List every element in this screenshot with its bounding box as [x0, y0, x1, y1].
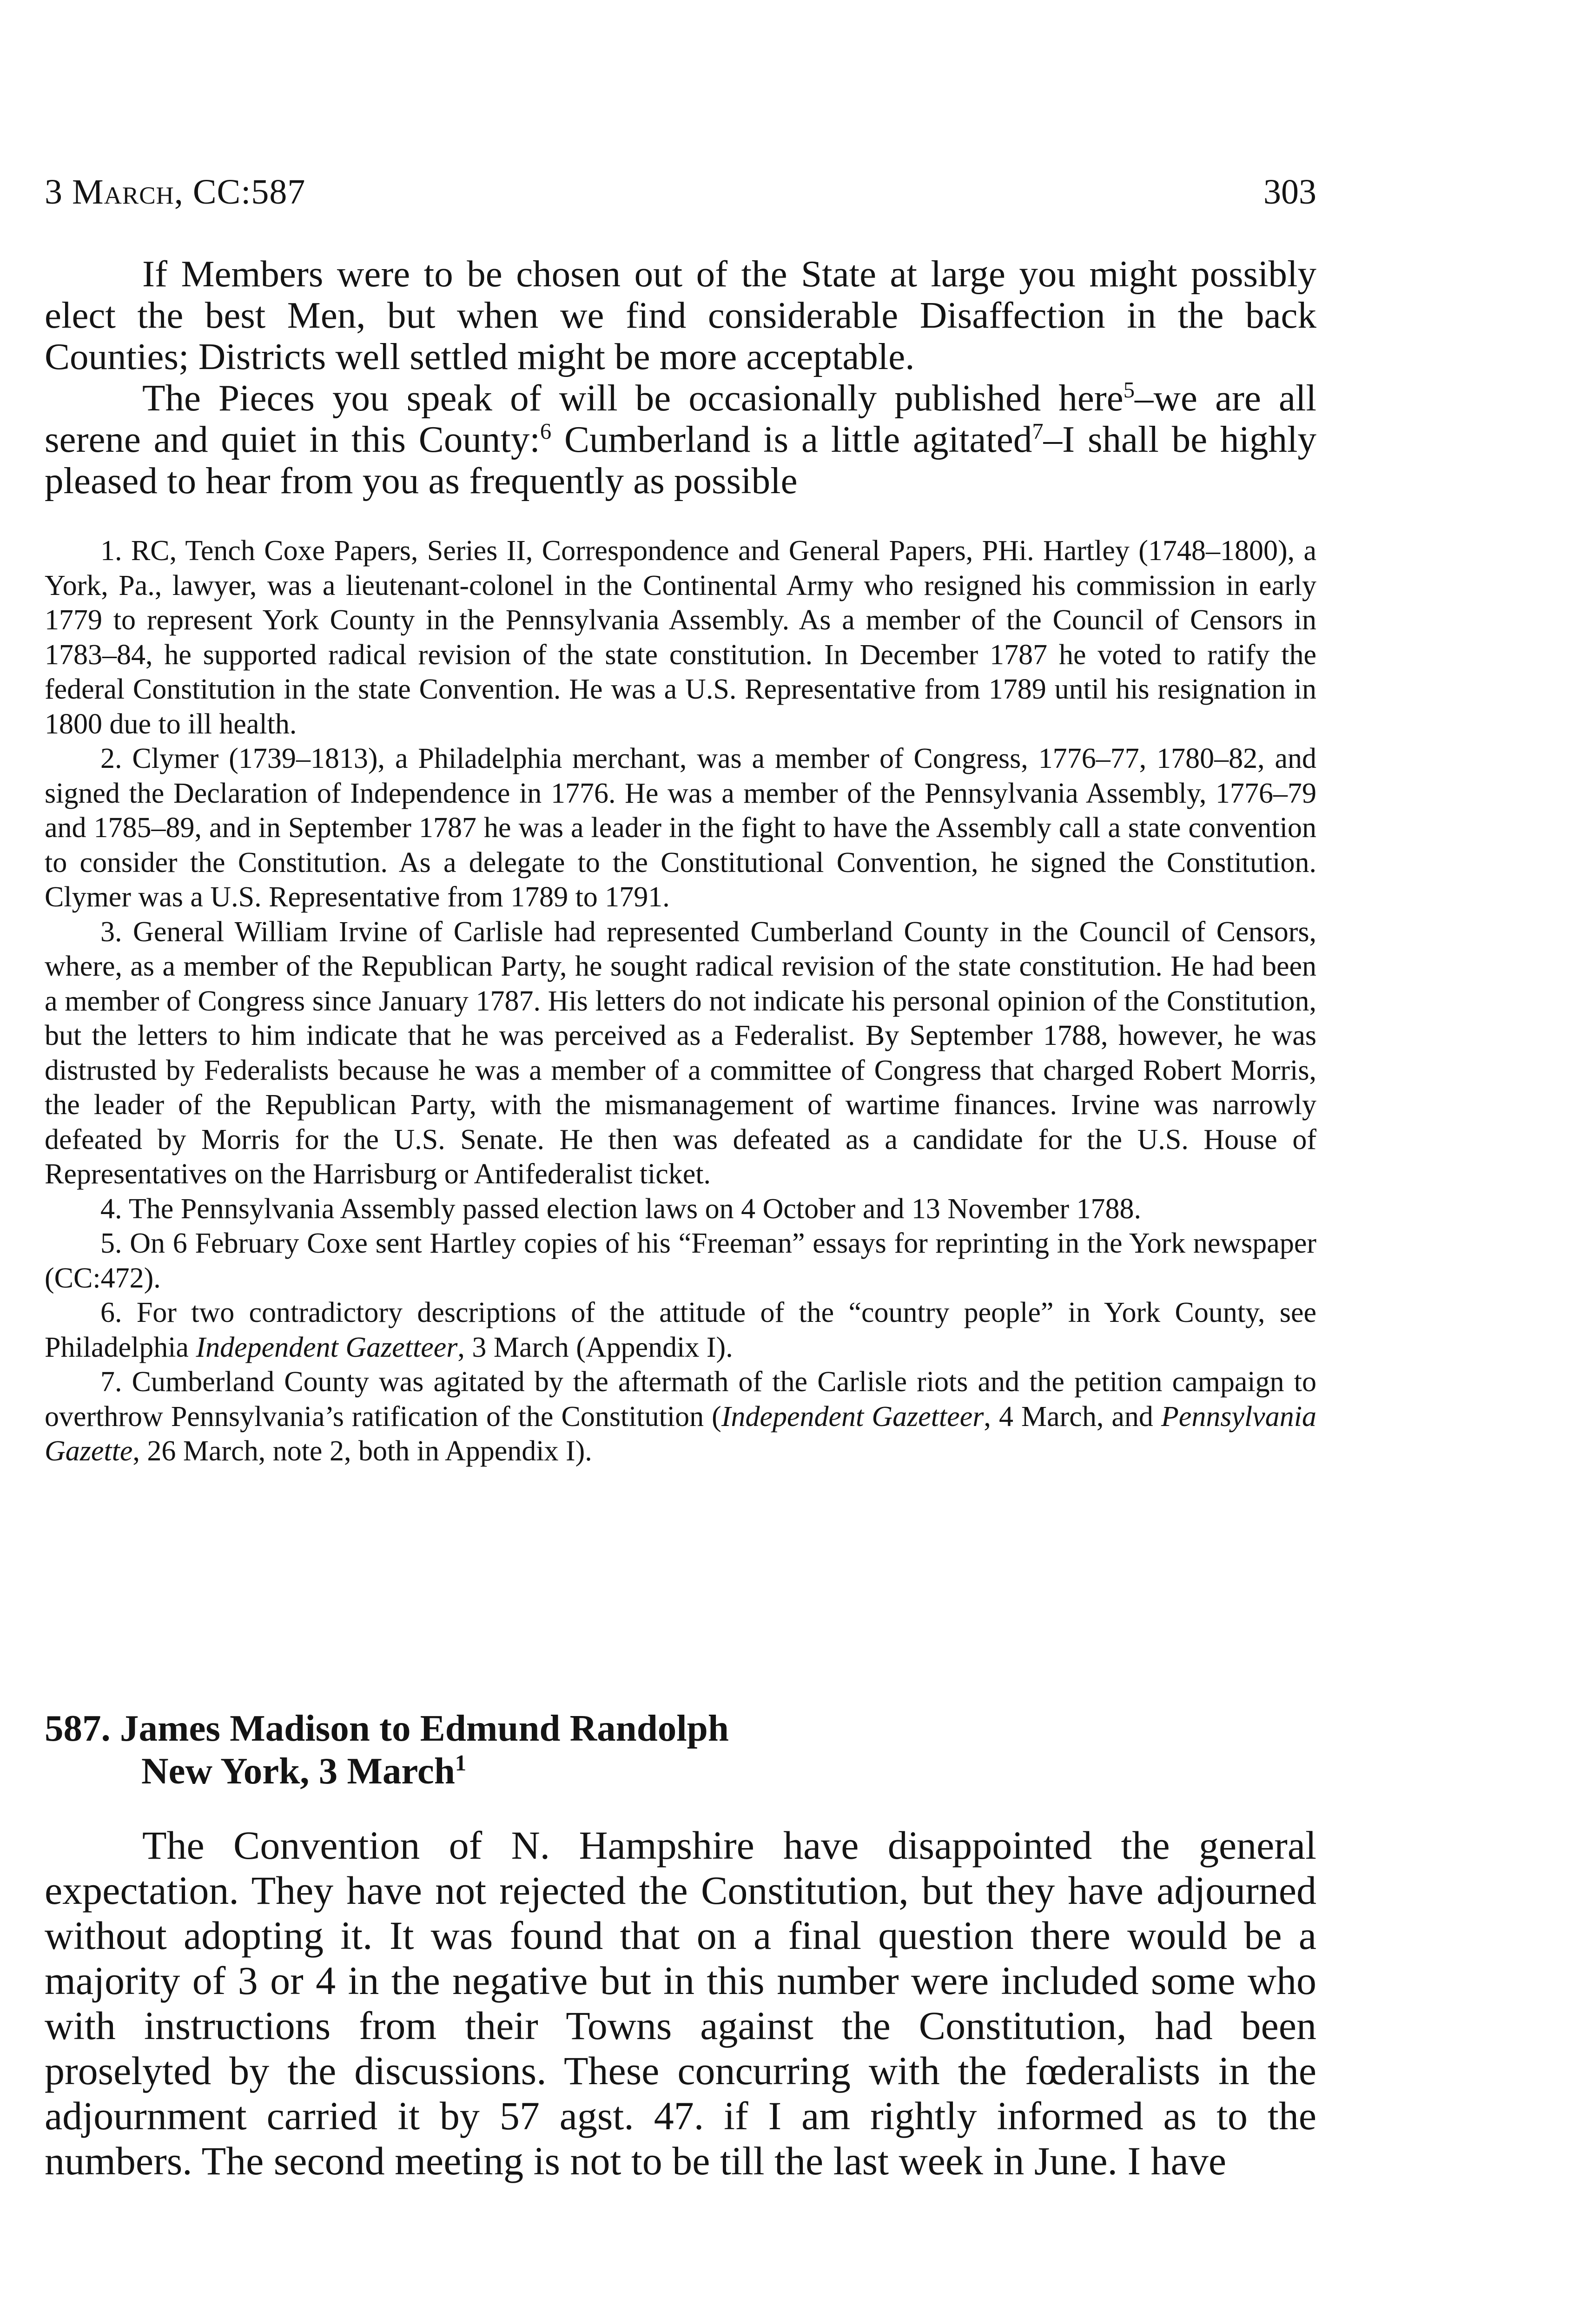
letter-continuation [45, 253, 1316, 502]
footnote-2: 2. Clymer (1739–1813), a Philadelphia merchant, was a member of Congress, 1776–77, 1780–82, and signed the Declaration of Independence in 1776. He was a member of the Pennsylvania Assembly, 1776–79 and 1785–89, and in September 1787 he was a leader in the fight to have the Assembly call a state convention to consider the Constitution. As a delegate to the Constitutional Convention, he signed the Constitution. Clymer was a U.S. Representative from 1789 to 1791. [45, 743, 1316, 913]
footnote-ref-7: 7 [1032, 419, 1044, 444]
running-head-title: 3 March, CC:587 [45, 172, 306, 211]
footnote-ref-5: 5 [1123, 377, 1135, 403]
newspaper-title: Independent Gazetteer [721, 1400, 984, 1433]
continuation-text: –I shall be highly pleased to hear from you as frequently as possible [45, 418, 1316, 502]
footnote-text: , 3 March (Appendix I). [457, 1331, 733, 1363]
footnote-3: 3. General William Irvine of Carlisle had represented Cumberland County in the Council of Censors, where, as a member of the Republican Party, he sought radical revision of the state constitution. He had been a member of Congress since January 1787. His letters do not indicate his personal opinion of the Constitution, but the letters to him indicate that he was perceived as a Federalist. By September 1788, however, he was distrusted by Federalists because he was a member of a committee of Congress that charged Robert Morris, the leader of the Republican Party, with the mismanagement of wartime finances. Irvine was narrowly defeated by Morris for the U.S. Senate. He then was defeated as a candidate for the U.S. House of Representatives on the Harrisburg or Antifederalist ticket. [45, 916, 1316, 1190]
continuation-text: Cumberland is a little agitated [551, 418, 1032, 460]
continuation-paragraph-1: If Members were to be chosen out of the State at large you might possibly elect the best Men, but when we find considerable Disaffection in the back Counties; Districts well settled might be more acceptable. [45, 253, 1316, 377]
footnotes [45, 534, 1316, 1469]
newspaper-title: Pennsylvania Gazette [45, 1400, 1316, 1467]
continuation-text: The Pieces you speak of will be occasionally published here [142, 377, 1124, 419]
footnote-text: , 4 March, and [984, 1400, 1161, 1433]
footnote-1: 1. RC, Tench Coxe Papers, Series II, Correspondence and General Papers, PHi. Hartley (1748–1800), a York, Pa., lawyer, was a lieutenant-colonel in the Continental Army who resigned his commission in early 1779 to represent York County in the Pennsylvania Assembly. As a member of the Council of Censors in 1783–84, he supported radical revision of the state constitution. In December 1787 he voted to ratify the federal Constitution in the state Convention. He was a U.S. Representative from 1789 until his resignation in 1800 due to ill health. [45, 535, 1316, 740]
continuation-text: –we are all serene and quiet in this County: [45, 377, 1316, 460]
footnote-ref-6: 6 [540, 419, 552, 444]
page-number: 303 [1263, 172, 1316, 211]
footnote-ref-1: 1 [455, 1750, 467, 1776]
footnote-text: 7. Cumberland County was agitated by the aftermath of the Carlisle riots and the petition campaign to overthrow Pennsylvania’s ratification of the Constitution ( [45, 1366, 1316, 1433]
continuation-paragraph-2 [45, 377, 1316, 502]
footnote-7 [45, 1365, 1316, 1469]
document-heading-title: 587. James Madison to Edmund Randolph [45, 1707, 729, 1749]
footnote-text: 6. For two contradictory descriptions of the attitude of the “country people” in York County, see Philadelphia [45, 1297, 1316, 1363]
footnote-4: 4. The Pennsylvania Assembly passed election laws on 4 October and 13 November 1788. [100, 1193, 1142, 1225]
heading-place-date-text: New York, 3 March [141, 1750, 455, 1792]
document-heading [45, 1707, 1316, 1792]
letter-paragraph: The Convention of N. Hampshire have disappointed the general expectation. They have not rejected the Constitution, but they have adjourned without adopting it. It was found that on a final question there would be a majority of 3 or 4 in the negative but in this number were included some who with instructions from their Towns against the Constitution, had been proselyted by the discussions. These concurring with the fœderalists in the adjournment carried it by 57 agst. 47. if I am rightly informed as to the numbers. The second meeting is not to be till the last week in June. I have [45, 1823, 1316, 2183]
footnote-5: 5. On 6 February Coxe sent Hartley copies of his “Freeman” essays for reprinting in the York newspaper (CC:472). [45, 1228, 1316, 1294]
letter-body [45, 1823, 1316, 2184]
footnote-text: , 26 March, note 2, both in Appendix I). [132, 1435, 592, 1467]
newspaper-title: Independent Gazetteer [196, 1331, 458, 1363]
footnote-6 [45, 1295, 1316, 1365]
document-heading-place-date [45, 1750, 1316, 1792]
running-head [45, 171, 1316, 213]
